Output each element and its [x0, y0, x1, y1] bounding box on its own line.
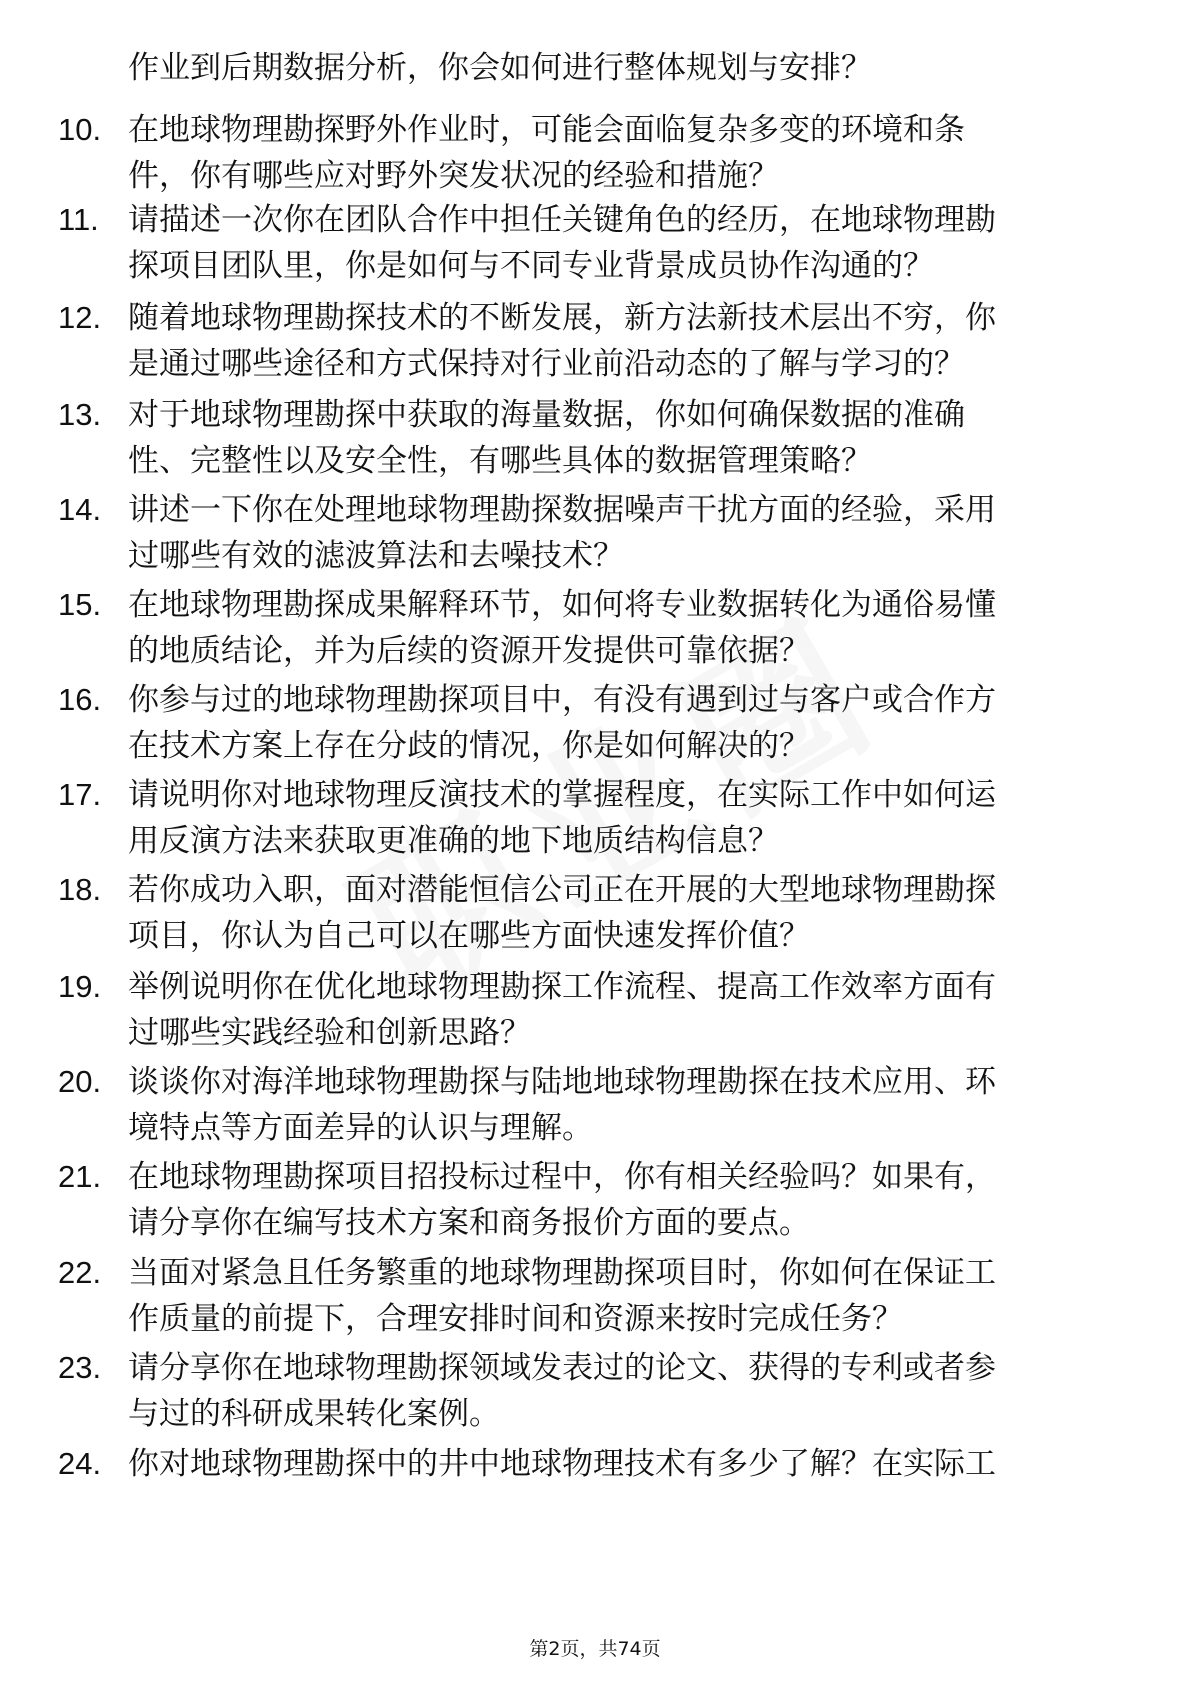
item-number: 22.: [58, 1255, 102, 1290]
item-text-line: 在地球物理勘探项目招投标过程中，你有相关经验吗？如果有，: [128, 1159, 996, 1195]
item-text-line: 过哪些有效的滤波算法和去噪技术？: [128, 538, 624, 574]
item-text-line: 境特点等方面差异的认识与理解。: [128, 1110, 593, 1146]
item-text-line: 在地球物理勘探成果解释环节，如何将专业数据转化为通俗易懂: [128, 587, 996, 623]
item-text-line: 件，你有哪些应对野外突发状况的经验和措施？: [128, 158, 779, 194]
page-footer: 第2页，共74页: [529, 1638, 661, 1660]
item-text-line: 项目，你认为自己可以在哪些方面快速发挥价值？: [128, 918, 810, 954]
item-text-line: 若你成功入职，面对潜能恒信公司正在开展的大型地球物理勘探: [128, 872, 996, 908]
item-text-line: 用反演方法来获取更准确的地下地质结构信息？: [128, 823, 779, 859]
item-text-line: 你对地球物理勘探中的井中地球物理技术有多少了解？在实际工: [128, 1446, 996, 1482]
item-text-line: 过哪些实践经验和创新思路？: [128, 1015, 531, 1051]
item-text-line: 当面对紧急且任务繁重的地球物理勘探项目时，你如何在保证工: [128, 1255, 996, 1291]
item-text-line: 请分享你在编写技术方案和商务报价方面的要点。: [128, 1205, 810, 1241]
item-number: 23.: [58, 1350, 102, 1385]
item-text-line: 你参与过的地球物理勘探项目中，有没有遇到过与客户或合作方: [128, 682, 996, 718]
continued-question-text: 作业到后期数据分析，你会如何进行整体规划与安排？: [128, 50, 872, 86]
item-number: 15.: [58, 587, 102, 622]
item-number: 12.: [58, 300, 102, 335]
item-text-line: 对于地球物理勘探中获取的海量数据，你如何确保数据的准确: [128, 397, 965, 433]
item-number: 24.: [58, 1446, 102, 1481]
item-text-line: 的地质结论，并为后续的资源开发提供可靠依据？: [128, 633, 810, 669]
item-text-line: 在技术方案上存在分歧的情况，你是如何解决的？: [128, 728, 810, 764]
item-text-line: 讲述一下你在处理地球物理勘探数据噪声干扰方面的经验，采用: [128, 492, 996, 528]
item-text-line: 随着地球物理勘探技术的不断发展，新方法新技术层出不穷，你: [128, 300, 996, 336]
item-number: 19.: [58, 969, 102, 1004]
item-text-line: 谈谈你对海洋地球物理勘探与陆地地球物理勘探在技术应用、环: [128, 1064, 996, 1100]
item-number: 17.: [58, 777, 102, 812]
item-number: 21.: [58, 1159, 102, 1194]
item-number: 13.: [58, 397, 102, 432]
item-text-line: 探项目团队里，你是如何与不同专业背景成员协作沟通的？: [128, 248, 934, 284]
item-text-line: 性、完整性以及安全性，有哪些具体的数据管理策略？: [128, 443, 872, 479]
item-number: 20.: [58, 1064, 102, 1099]
item-number: 16.: [58, 682, 102, 717]
item-text-line: 是通过哪些途径和方式保持对行业前沿动态的了解与学习的？: [128, 346, 965, 382]
item-number: 18.: [58, 872, 102, 907]
item-text-line: 请说明你对地球物理反演技术的掌握程度，在实际工作中如何运: [128, 777, 996, 813]
item-text-line: 请分享你在地球物理勘探领域发表过的论文、获得的专利或者参: [128, 1350, 996, 1386]
item-number: 11.: [58, 202, 99, 237]
item-text-line: 举例说明你在优化地球物理勘探工作流程、提高工作效率方面有: [128, 969, 996, 1005]
item-number: 14.: [58, 492, 102, 527]
item-text-line: 与过的科研成果转化案例。: [128, 1396, 500, 1432]
item-text-line: 在地球物理勘探野外作业时，可能会面临复杂多变的环境和条: [128, 112, 965, 148]
item-text-line: 请描述一次你在团队合作中担任关键角色的经历，在地球物理勘: [128, 202, 996, 238]
item-text-line: 作质量的前提下，合理安排时间和资源来按时完成任务？: [128, 1301, 903, 1337]
item-number: 10.: [58, 112, 102, 147]
